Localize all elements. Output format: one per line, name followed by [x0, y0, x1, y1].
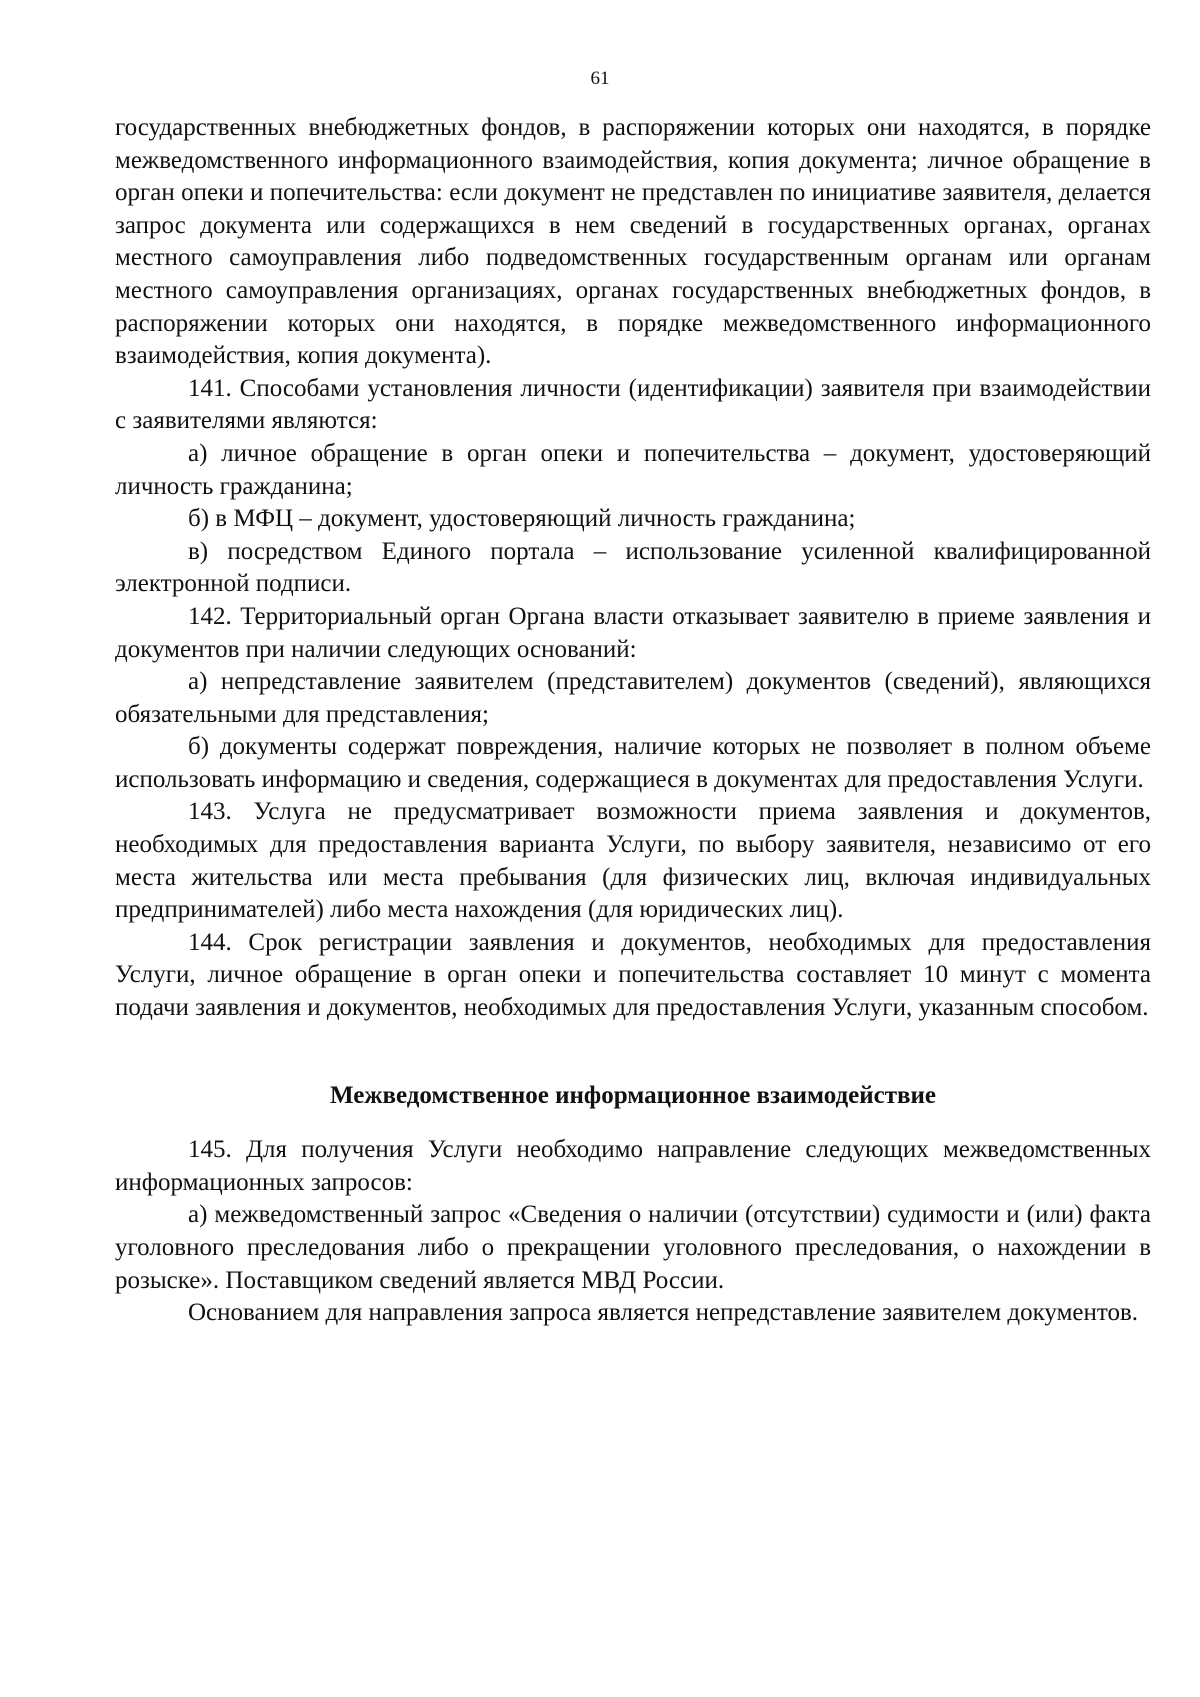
document-body: [115, 112, 1151, 1330]
paragraph-142: 142. Территориальный орган Органа власти отказывает заявителю в приеме заявления и документов при наличии следующих оснований:: [115, 602, 1151, 663]
paragraph-141-v: в) посредством Единого портала – использование усиленной квалифицированной электронной подписи.: [115, 537, 1151, 598]
paragraph-141: 141. Способами установления личности (идентификации) заявителя при взаимодействии с заявителями являются:: [115, 374, 1151, 435]
section-heading: Межведомственное информационное взаимодействие: [330, 1081, 936, 1109]
paragraph-143: 143. Услуга не предусматривает возможности приема заявления и документов, необходимых для предоставления варианта Услуги, по выбору заявителя, независимо от его места жительства или места пребывания (для физических лиц, включая индивидуальных предпринимателей) либо места нахождения (для юридических лиц).: [115, 798, 1151, 924]
paragraph-continuation: государственных внебюджетных фондов, в распоряжении которых они находятся, в порядке межведомственного информационного взаимодействия, копия документа; личное обращение в орган опеки и попечительства: если документ не представлен по инициативе заявителя, делается запрос документа или содержащихся в нем сведений в государственных органах, органах местного самоуправления либо подведомственных государственным органам или органам местного самоуправления организациях, органах государственных внебюджетных фондов, в распоряжении которых они находятся, в порядке межведомственного информационного взаимодействия, копия документа).: [115, 114, 1151, 370]
paragraph-145-a: а) межведомственный запрос «Сведения о наличии (отсутствии) судимости и (или) факта уголовного преследования либо о прекращении уголовного преследования, о нахождении в розыске». Поставщиком сведений является МВД России.: [115, 1201, 1151, 1294]
paragraph-basis: Основанием для направления запроса является непредставление заявителем документов.: [188, 1299, 1139, 1327]
paragraph-145: 145. Для получения Услуги необходимо направление следующих межведомственных информационных запросов:: [115, 1136, 1151, 1196]
paragraph-142-b: б) документы содержат повреждения, наличие которых не позволяет в полном объеме использовать информацию и сведения, содержащиеся в документах для предоставления Услуги.: [115, 733, 1151, 793]
heading-spacer: [115, 1112, 1151, 1134]
paragraph-144: 144. Срок регистрации заявления и документов, необходимых для предоставления Услуги, личное обращение в орган опеки и попечительства составляет 10 минут с момента подачи заявления и документов, необходимых для предоставления Услуги, указанным способом.: [115, 928, 1151, 1022]
page-number: 61: [590, 68, 610, 89]
paragraph-141-b: б) в МФЦ – документ, удостоверяющий личность гражданина;: [188, 505, 856, 533]
paragraph-141-a: а) личное обращение в орган опеки и попечительства – документ, удостоверяющий личность гражданина;: [115, 439, 1151, 500]
section-spacer: [115, 1025, 1151, 1080]
paragraph-142-a: а) непредставление заявителем (представителем) документов (сведений), являющихся обязательными для представления;: [115, 668, 1151, 728]
